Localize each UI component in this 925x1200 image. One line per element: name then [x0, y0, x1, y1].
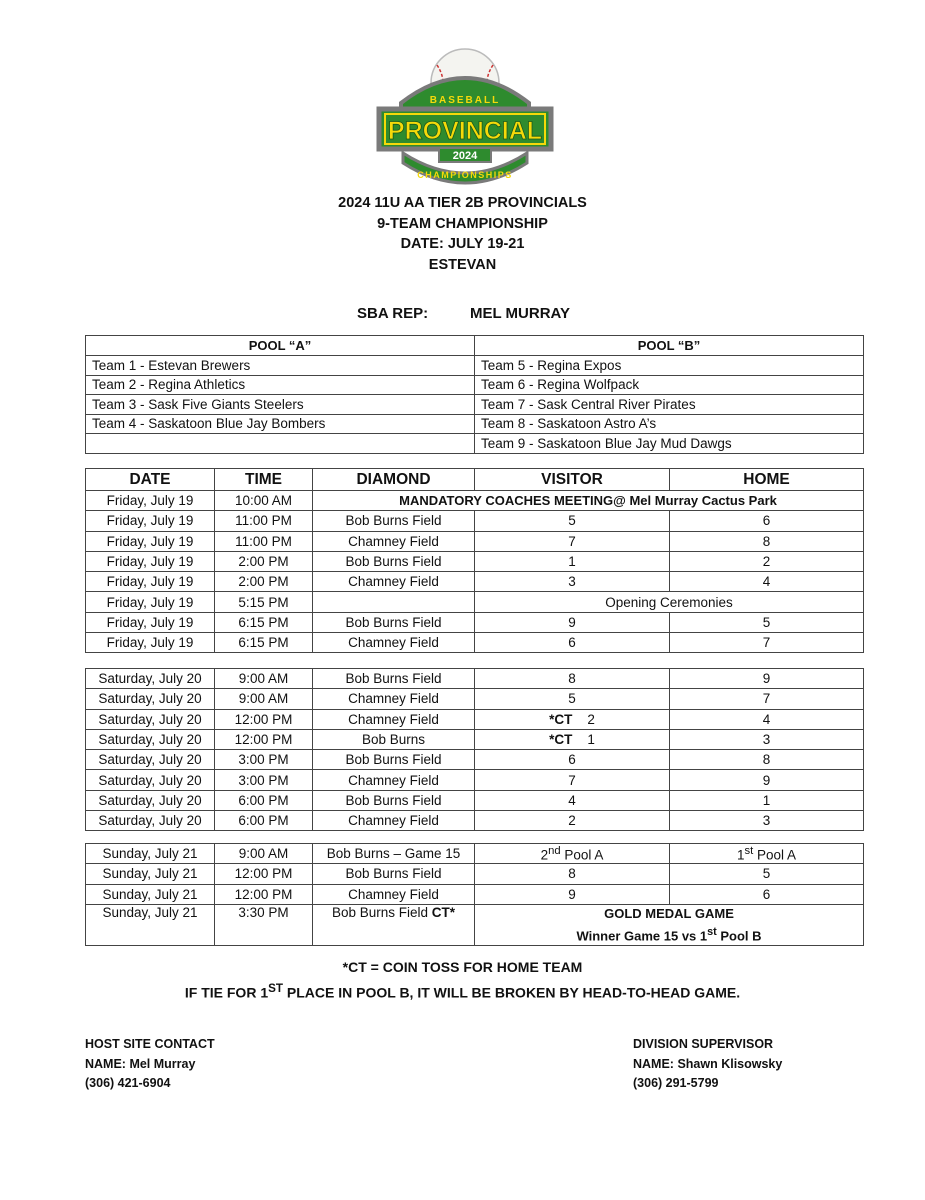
provincial-championship-logo [375, 45, 555, 190]
table-row: Saturday, July 20 9:00 AM Chamney Field 5 7 [86, 689, 864, 709]
logo-top-text: BASEBALL [429, 95, 501, 106]
col-date: DATE [86, 469, 215, 491]
event-dates: DATE: JULY 19-21 [400, 236, 525, 252]
footnotes [0, 957, 925, 1004]
pool-a-empty [86, 434, 475, 454]
pool-b-team: Team 8 - Saskatoon Astro A’s [475, 414, 864, 434]
table-row: Sunday, July 21 9:00 AM Bob Burns – Game 15 2nd Pool A 1st Pool A [86, 844, 864, 864]
table-row: Saturday, July 20 12:00 PM Chamney Field *CT 2 4 [86, 709, 864, 729]
table-row: Sunday, July 21 12:00 PM Chamney Field 9 6 [86, 884, 864, 904]
pool-b-team: Team 5 - Regina Expos [475, 356, 864, 376]
coaches-meeting: MANDATORY COACHES MEETING@ Mel Murray Cactus Park [313, 491, 864, 511]
col-time: TIME [215, 469, 313, 491]
table-row: Friday, July 19 10:00 AM MANDATORY COACHES MEETING@ Mel Murray Cactus Park [86, 491, 864, 511]
sba-rep-name: MEL MURRAY [470, 305, 571, 322]
table-row: Friday, July 19 11:00 PM Chamney Field 7 8 [86, 531, 864, 551]
table-row: Friday, July 19 6:15 PM Bob Burns Field 9 5 [86, 612, 864, 632]
sunday-schedule [85, 843, 864, 946]
pool-b-team: Team 6 - Regina Wolfpack [475, 375, 864, 395]
logo-bottom-text: CHAMPIONSHIPS [417, 170, 513, 180]
pool-a-team: Team 4 - Saskatoon Blue Jay Bombers [86, 414, 475, 434]
table-row: Sunday, July 21 12:00 PM Bob Burns Field 8 5 [86, 864, 864, 884]
gold-medal-game: GOLD MEDAL GAME Winner Game 15 vs 1st Pool B [475, 904, 864, 945]
table-row: Saturday, July 20 9:00 AM Bob Burns Field 8 9 [86, 669, 864, 689]
table-row: Sunday, July 21 3:30 PM Bob Burns Field CT* GOLD MEDAL GAME Winner Game 15 vs 1st Pool B [86, 904, 864, 945]
pool-a-team: Team 3 - Sask Five Giants Steelers [86, 395, 475, 415]
coin-toss-marker: *CT [549, 711, 573, 727]
table-row: Friday, July 19 5:15 PM Opening Ceremonies [86, 592, 864, 612]
pool-b-header: POOL “B” [475, 336, 864, 356]
coin-toss-marker: *CT [549, 732, 573, 748]
pool-b-team: Team 9 - Saskatoon Blue Jay Mud Dawgs [475, 434, 864, 454]
sba-rep-label: SBA REP: [357, 305, 429, 322]
table-row: Friday, July 19 2:00 PM Bob Burns Field 1 2 [86, 551, 864, 571]
table-row: Friday, July 19 11:00 PM Bob Burns Field 5 6 [86, 511, 864, 531]
coin-toss-marker: CT* [431, 904, 456, 920]
table-row: Saturday, July 20 3:00 PM Bob Burns Field 6 8 [86, 750, 864, 770]
col-visitor: VISITOR [475, 469, 670, 491]
col-home: HOME [670, 469, 864, 491]
tie-break-note: IF TIE FOR 1ST PLACE IN POOL B, IT WILL BE BROKEN BY HEAD-TO-HEAD GAME. [184, 982, 741, 1001]
event-title-block [0, 193, 925, 275]
event-location: ESTEVAN [428, 256, 497, 273]
event-subtitle: 9-TEAM CHAMPIONSHIP [377, 215, 548, 232]
table-row: Saturday, July 20 3:00 PM Chamney Field 7 9 [86, 770, 864, 790]
pool-a-header: POOL “A” [86, 336, 475, 356]
pool-a-team: Team 2 - Regina Athletics [86, 375, 475, 395]
col-diamond: DIAMOND [313, 469, 475, 491]
logo-year: 2024 [452, 150, 478, 162]
host-site-contact: HOST SITE CONTACT NAME: Mel Murray (306) 421-6904 [85, 1037, 215, 1090]
event-title: 2024 11U AA TIER 2B PROVINCIALS [338, 195, 587, 211]
table-row: Friday, July 19 6:15 PM Chamney Field 6 7 [86, 633, 864, 653]
pool-a-team: Team 1 - Estevan Brewers [86, 356, 475, 376]
friday-schedule [85, 490, 864, 653]
saturday-schedule [85, 668, 864, 831]
table-row: Saturday, July 20 12:00 PM Bob Burns *CT 1 3 [86, 729, 864, 749]
division-supervisor-contact: DIVISION SUPERVISOR NAME: Shawn Klisowsky (306) 291-5799 [633, 1037, 783, 1090]
schedule-header [85, 468, 864, 491]
logo-main-text: PROVINCIAL [387, 117, 543, 145]
table-row: Saturday, July 20 6:00 PM Bob Burns Field 4 1 [86, 790, 864, 810]
table-row: Saturday, July 20 6:00 PM Chamney Field 2 3 [86, 811, 864, 831]
opening-ceremonies: Opening Ceremonies [475, 592, 864, 612]
pools-table [85, 335, 864, 454]
table-row: Friday, July 19 2:00 PM Chamney Field 3 4 [86, 572, 864, 592]
pool-b-team: Team 7 - Sask Central River Pirates [475, 395, 864, 415]
coin-toss-note: *CT = COIN TOSS FOR HOME TEAM [342, 959, 583, 975]
